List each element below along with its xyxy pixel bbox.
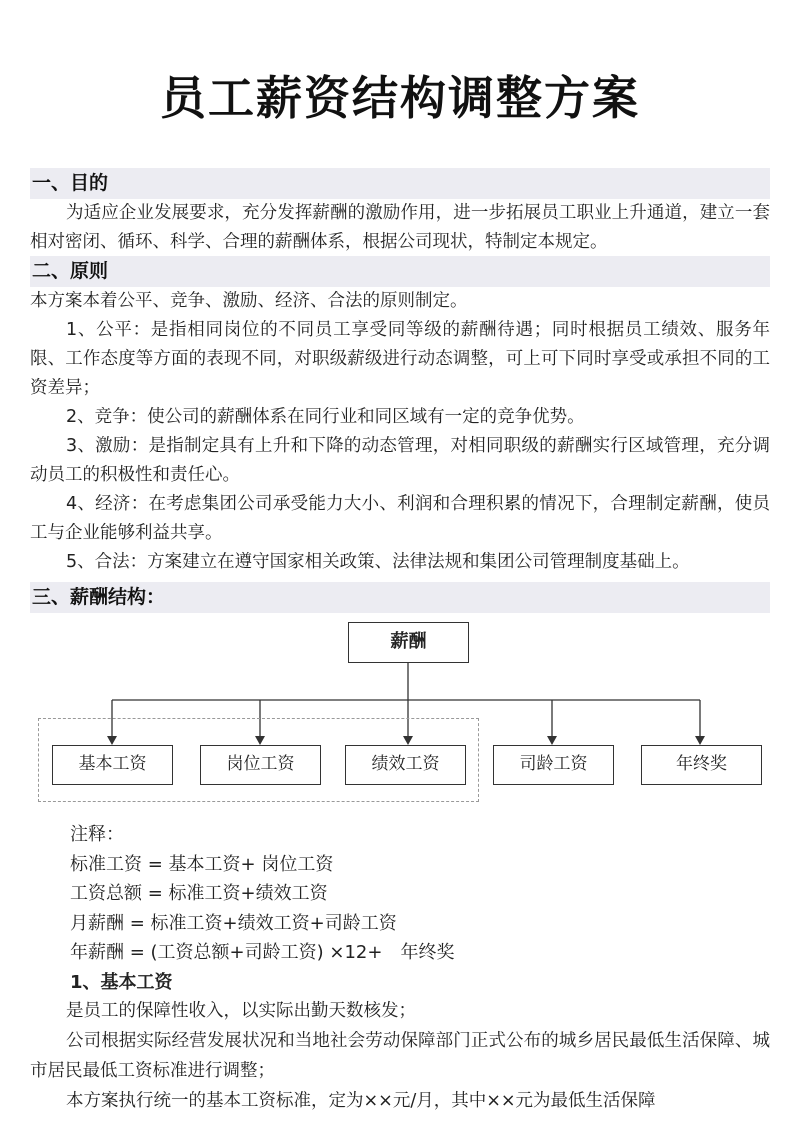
node-basic-salary: 基本工资	[52, 745, 173, 785]
document-title: 员工薪资结构调整方案	[160, 71, 640, 125]
purpose-paragraph: 为适应企业发展要求，充分发挥薪酬的激励作用，进一步拓展员工职业上升通道，建立一套相对密闭、循环、科学、合理的薪酬体系，根据公司现状，特制定本规定。	[30, 203, 770, 252]
node-year-end-bonus: 年终奖	[641, 745, 762, 785]
formula-line: 年薪酬 = (工资总额+司龄工资) ×12+ 年终奖	[70, 942, 455, 963]
basic-salary-paragraph: 本方案执行统一的基本工资标准，定为××元/月，其中××元为最低生活保障	[66, 1091, 656, 1111]
node-position-salary: 岗位工资	[200, 745, 321, 785]
principle-item: 1、公平：是指相同岗位的不同员工享受同等级的薪酬待遇；同时根据员工绩效、服务年限、工作态度等方面的表现不同，对职级薪级进行动态调整，可上可下同时享受或承担不同的工资差异；	[30, 320, 770, 398]
formula-line: 标准工资 = 基本工资+ 岗位工资	[70, 853, 334, 875]
salary-root-node: 薪酬	[348, 622, 469, 663]
principle-item: 2、竞争：使公司的薪酬体系在同行业和同区域有一定的竞争优势。	[66, 407, 585, 427]
basic-salary-body	[30, 996, 770, 1116]
basic-salary-paragraph: 公司根据实际经营发展状况和当地社会劳动保障部门正式公布的城乡居民最低生活保障、城市居民最低工资标准进行调整；	[30, 1031, 770, 1081]
formula-line: 月薪酬 = 标准工资+绩效工资+司龄工资	[70, 912, 397, 934]
notes-label: 注释：	[70, 824, 124, 845]
principle-item: 3、激励：是指制定具有上升和下降的动态管理，对相同职级的薪酬实行区域管理，充分调动员工的积极性和责任心。	[30, 436, 770, 485]
principle-item: 5、合法：方案建立在遵守国家相关政策、法律法规和集团公司管理制度基础上。	[66, 552, 690, 572]
section-heading-principles: 二、原则	[30, 256, 770, 287]
section-heading-structure: 三、薪酬结构：	[30, 582, 770, 613]
subheading-basic-salary: 1、基本工资	[70, 971, 173, 993]
formula-notes	[70, 820, 770, 997]
section-heading-purpose: 一、目的	[30, 168, 770, 199]
principles-intro: 本方案本着公平、竞争、激励、经济、合法的原则制定。	[30, 291, 468, 311]
principle-item: 4、经济：在考虑集团公司承受能力大小、利润和合理积累的情况下，合理制定薪酬，使员工与企业能够利益共享。	[30, 494, 770, 543]
node-seniority-salary: 司龄工资	[493, 745, 614, 785]
node-performance-salary: 绩效工资	[345, 745, 466, 785]
formula-line: 工资总额 = 标准工资+绩效工资	[70, 883, 328, 904]
basic-salary-paragraph: 是员工的保障性收入，以实际出勤天数核发；	[66, 1001, 416, 1021]
